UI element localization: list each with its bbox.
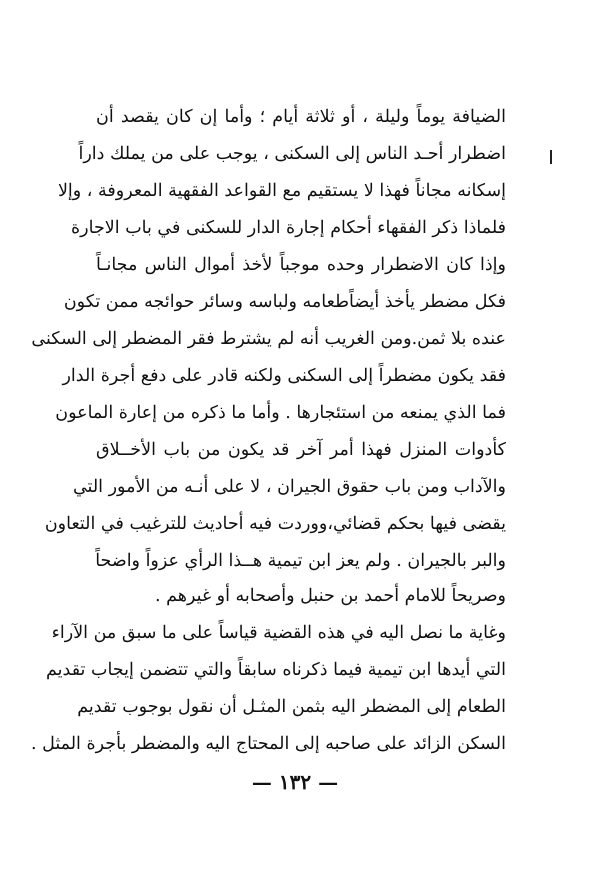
- text-line: فلماذا ذكر الفقهاء أحكام إجارة الدار للسكنى في باب الاجارة: [71, 218, 506, 238]
- text-line: الطعام إلى المضطر اليه بثمن المثـل أن نقول بوجوب تقديم: [77, 697, 506, 717]
- text-line: فكل مضطر يأخذ أيضاًطعامه ولباسه وسائر حوائجه ممن تكون: [63, 292, 506, 312]
- text-line: والآداب ومن باب حقوق الجيران ، لا على أنـه من الأمور التي: [72, 477, 506, 497]
- text-line: إسكانه مجاناً فهذا لا يستقيم مع القواعد الفقهية المعروفة ، وإلا: [57, 181, 506, 201]
- text-line: السكن الزائد على صاحبه إلى المحتاج اليه والمضطر بأجرة المثل .: [30, 734, 506, 754]
- text-line: فقد يكون مضطراً إلى السكنى ولكنه قادر على دفع أجرة الدار: [62, 366, 506, 386]
- margin-mark: [550, 150, 552, 164]
- text-line: يقضى فيها بحكم قضائي،ووردت فيه أحاديث للترغيب في التعاون: [44, 514, 506, 534]
- text-line: اضطرار أحـد الناس إلى السكنى ، يوجب على من يملك داراً: [78, 144, 506, 164]
- text-line: الضيافة يوماً وليلة ، أو ثلاثة أيام ؛ وأما إن كان يقصد أن: [96, 107, 506, 127]
- text-line: عنده بلا ثمن.ومن الغريب أنه لم يشترط فقر المضطر إلى السكنى: [31, 329, 506, 349]
- text-line: وصريحاً للامام أحمد بن حنبل وأصحابه أو غيرهم .: [155, 586, 506, 606]
- page-number: — ١٣٢ —: [251, 770, 339, 794]
- text-line: والبر بالجيران . ولم يعز ابن تيمية هــذا الرأي عزواً واضحاً: [95, 551, 506, 571]
- text-line: وغاية ما نصل اليه في هذه القضية قياساً على ما سبق من الآراء: [51, 623, 506, 643]
- text-line: التي أيدها ابن تيمية فيما ذكرناه سابقاً والتي تتضمن إيجاب تقديم: [46, 660, 506, 680]
- text-line: كأدوات المنزل فهذا أمر آخر قد يكون من باب الأخــلاق: [96, 440, 506, 460]
- text-line: فما الذي يمنعه من استئجارها . وأما ما ذكره من إعارة الماعون: [55, 403, 506, 423]
- text-line: وإذا كان الاضطرار وحده موجباً لأخذ أموال الناس مجانـاً: [96, 255, 506, 275]
